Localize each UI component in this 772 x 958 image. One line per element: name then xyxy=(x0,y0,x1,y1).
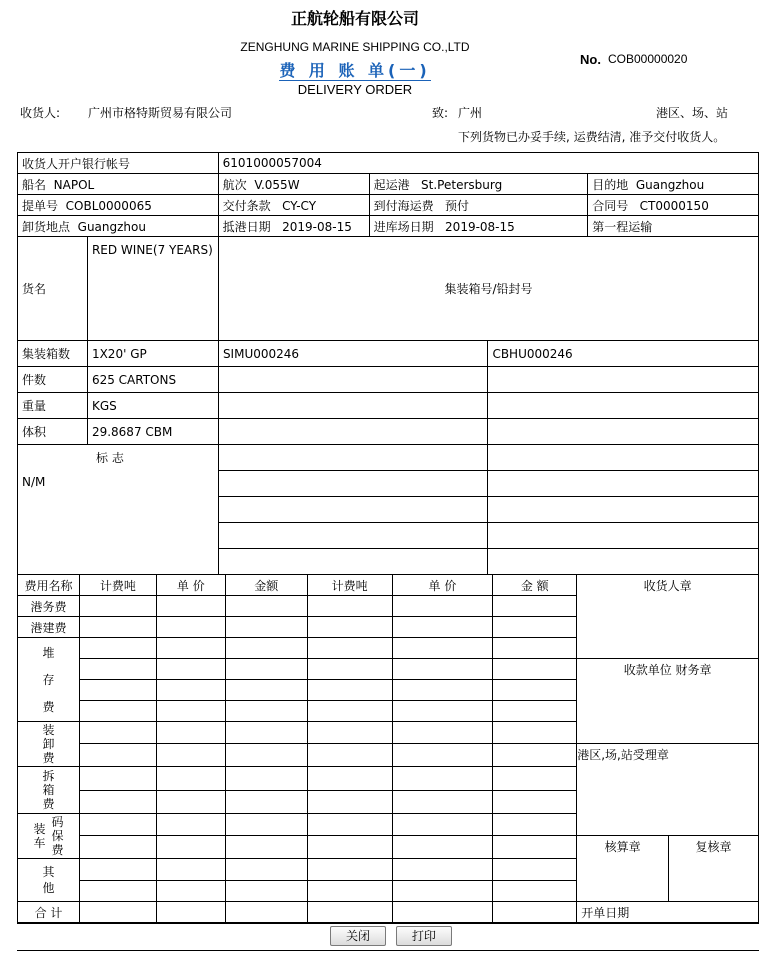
fee-header-name: 费用名称 xyxy=(18,575,80,596)
fee-cell xyxy=(493,836,577,859)
vessel-label: 船名 xyxy=(22,177,47,192)
fee-cell xyxy=(156,880,225,902)
number-value: COB00000020 xyxy=(608,52,688,66)
fee-cell xyxy=(79,790,156,814)
goods-label: 货名 xyxy=(18,237,88,341)
fee-cell xyxy=(307,902,392,923)
voyage-label: 航次 xyxy=(222,177,247,192)
fee-cell xyxy=(392,638,493,659)
consignee-seal: 收货人章 xyxy=(577,575,759,659)
empty-cell xyxy=(218,393,488,419)
fee-cell xyxy=(79,680,156,701)
loading-left-char-2: 车 xyxy=(33,836,46,850)
fee-cell xyxy=(307,767,392,791)
fee-cell xyxy=(79,880,156,902)
fee-cell xyxy=(225,859,307,881)
fee-cell xyxy=(156,744,225,767)
fee-cell xyxy=(307,722,392,744)
fee-header-amount-1: 金额 xyxy=(225,575,307,596)
port-seal: 港区,场,站受理章 xyxy=(577,744,759,836)
bl-cell xyxy=(18,195,219,216)
loading-left-char-1: 装 xyxy=(33,822,46,836)
to-label: 致: xyxy=(432,106,449,120)
fee-cell xyxy=(493,859,577,881)
fee-cell xyxy=(156,680,225,701)
fee-cell xyxy=(307,880,392,902)
arrival-value: 2019-08-15 xyxy=(282,219,352,234)
pol-cell xyxy=(369,174,588,195)
fee-cell xyxy=(392,767,493,791)
empty-cell xyxy=(218,497,488,523)
fee-cell xyxy=(156,902,225,923)
fee-cell xyxy=(156,596,225,617)
fee-cell xyxy=(79,596,156,617)
fee-cell xyxy=(392,659,493,680)
document-title-text: 费 用 账 单(一) xyxy=(279,61,431,80)
fee-cell xyxy=(493,814,577,836)
storage-fee-label xyxy=(18,638,80,722)
fee-cell xyxy=(307,659,392,680)
arrival-label: 抵港日期 xyxy=(222,219,271,234)
empty-cell xyxy=(488,497,759,523)
other-char-1: 其 xyxy=(42,865,55,879)
fee-cell xyxy=(79,836,156,859)
fee-cell xyxy=(156,617,225,638)
handling-fee-label xyxy=(18,722,80,767)
info-table xyxy=(17,152,759,237)
bank-account-label: 收货人开户银行帐号 xyxy=(18,153,219,174)
fee-cell xyxy=(307,596,392,617)
fee-cell xyxy=(156,659,225,680)
fee-cell xyxy=(225,659,307,680)
fee-cell xyxy=(225,790,307,814)
yard-date-cell xyxy=(369,216,588,237)
devanning-fee-label xyxy=(18,767,80,814)
to-value: 广州 xyxy=(458,106,483,120)
handling-char-1: 装 xyxy=(42,723,55,737)
print-button[interactable]: 打印 xyxy=(396,926,452,946)
fee-header-amount-2: 金 额 xyxy=(493,575,577,596)
fee-cell xyxy=(156,790,225,814)
first-leg-label: 第一程运输 xyxy=(588,216,759,237)
cargo-table xyxy=(17,236,759,575)
volume-value: 29.8687 CBM xyxy=(87,419,218,445)
fee-cell xyxy=(225,902,307,923)
fee-cell xyxy=(493,880,577,902)
fee-cell xyxy=(225,836,307,859)
volume-label: 体积 xyxy=(18,419,88,445)
fee-cell xyxy=(307,680,392,701)
finance-seal: 收款单位 财务章 xyxy=(577,659,759,744)
fee-cell xyxy=(225,814,307,836)
fee-cell xyxy=(493,638,577,659)
container-seal-label: 集装箱号/铅封号 xyxy=(218,237,758,341)
goods-value: RED WINE(7 YEARS) xyxy=(87,237,218,341)
weight-value: KGS xyxy=(87,393,218,419)
pol-label: 起运港 xyxy=(373,177,410,192)
freight-cell xyxy=(369,195,588,216)
fee-cell xyxy=(493,902,577,923)
empty-cell xyxy=(488,445,759,471)
handling-char-3: 费 xyxy=(42,751,55,765)
fee-cell xyxy=(156,638,225,659)
contract-label: 合同号 xyxy=(592,198,629,213)
construction-fee-label: 港建费 xyxy=(18,617,80,638)
other-fee-label xyxy=(18,859,80,902)
fee-cell xyxy=(392,902,493,923)
release-notice: 下列货物已办妥手续, 运费结清, 准予交付收货人。 xyxy=(458,130,726,144)
fee-cell xyxy=(493,701,577,722)
destination-label: 目的地 xyxy=(592,177,629,192)
fee-cell xyxy=(493,767,577,791)
empty-cell xyxy=(488,549,759,575)
fee-cell xyxy=(493,659,577,680)
fee-header-price-2: 单 价 xyxy=(392,575,493,596)
pieces-label: 件数 xyxy=(18,367,88,393)
pieces-value: 625 CARTONS xyxy=(87,367,218,393)
fee-cell xyxy=(493,680,577,701)
fee-cell xyxy=(79,859,156,881)
consignee-label: 收货人: xyxy=(20,106,61,120)
fee-cell xyxy=(392,617,493,638)
discharge-cell xyxy=(18,216,219,237)
container-number-1: SIMU000246 xyxy=(218,341,488,367)
fee-cell xyxy=(392,744,493,767)
fee-cell xyxy=(156,814,225,836)
company-name-en: ZENGHUNG MARINE SHIPPING CO.,LTD xyxy=(240,40,470,54)
document-title-en: DELIVERY ORDER xyxy=(297,82,413,97)
fee-cell xyxy=(493,790,577,814)
fee-cell xyxy=(392,814,493,836)
yard-date-value: 2019-08-15 xyxy=(445,219,515,234)
number-label: No. xyxy=(580,52,601,67)
empty-cell xyxy=(218,367,488,393)
fee-cell xyxy=(225,617,307,638)
empty-cell xyxy=(218,523,488,549)
issue-date-label: 开单日期 xyxy=(577,902,759,923)
contract-value: CT0000150 xyxy=(639,198,709,213)
empty-cell xyxy=(488,523,759,549)
container-count-label: 集装箱数 xyxy=(18,341,88,367)
fee-cell xyxy=(156,722,225,744)
empty-cell xyxy=(218,471,488,497)
container-count-value: 1X20' GP xyxy=(87,341,218,367)
discharge-label: 卸货地点 xyxy=(22,219,71,234)
terms-label: 交付条款 xyxy=(222,198,271,213)
fee-table xyxy=(17,574,759,923)
fee-cell xyxy=(493,744,577,767)
loading-right-char-3: 费 xyxy=(51,843,64,857)
fee-cell xyxy=(156,859,225,881)
port-station-label: 港区、场、站 xyxy=(656,106,729,120)
fee-cell xyxy=(225,767,307,791)
fee-header-price-1: 单 价 xyxy=(156,575,225,596)
fee-cell xyxy=(79,638,156,659)
bl-label: 提单号 xyxy=(22,198,59,213)
terms-value: CY-CY xyxy=(282,198,317,213)
fee-cell xyxy=(79,902,156,923)
fee-cell xyxy=(225,722,307,744)
handling-char-2: 卸 xyxy=(42,737,55,751)
container-number-2: CBHU000246 xyxy=(488,341,759,367)
port-fee-label: 港务费 xyxy=(18,596,80,617)
fee-cell xyxy=(307,859,392,881)
weight-label: 重量 xyxy=(18,393,88,419)
contract-cell xyxy=(588,195,759,216)
freight-label: 到付海运费 xyxy=(373,198,434,213)
fee-cell xyxy=(493,596,577,617)
fee-cell xyxy=(225,880,307,902)
storage-char-1: 堆 xyxy=(42,646,55,661)
fee-cell xyxy=(79,722,156,744)
fee-cell xyxy=(225,744,307,767)
freight-value: 预付 xyxy=(445,198,470,213)
fee-cell xyxy=(392,596,493,617)
fee-cell xyxy=(79,701,156,722)
fee-cell xyxy=(307,744,392,767)
fee-cell xyxy=(307,701,392,722)
yard-date-label: 进库场日期 xyxy=(373,219,434,234)
empty-cell xyxy=(488,393,759,419)
fee-cell xyxy=(392,859,493,881)
loading-fee-label xyxy=(18,814,80,859)
recheck-seal: 复核章 xyxy=(669,836,759,902)
audit-seal: 核算章 xyxy=(577,836,669,902)
fee-cell xyxy=(493,722,577,744)
destination-value: Guangzhou xyxy=(635,177,705,192)
loading-right-char-2: 保 xyxy=(51,829,64,843)
fee-header-tons-1: 计费吨 xyxy=(79,575,156,596)
devanning-char-3: 费 xyxy=(42,797,55,811)
voyage-value: V.055W xyxy=(254,177,300,192)
document-title xyxy=(0,58,710,81)
empty-cell xyxy=(218,549,488,575)
fee-cell xyxy=(79,617,156,638)
empty-cell xyxy=(488,419,759,445)
fee-cell xyxy=(79,744,156,767)
voyage-cell xyxy=(218,174,369,195)
fee-cell xyxy=(392,836,493,859)
empty-cell xyxy=(488,471,759,497)
fee-cell xyxy=(307,790,392,814)
fee-cell xyxy=(392,680,493,701)
vessel-value: NAPOL xyxy=(53,177,95,192)
fee-cell xyxy=(225,701,307,722)
arrival-cell xyxy=(218,216,369,237)
fee-cell xyxy=(225,680,307,701)
consignee-value: 广州市格特斯贸易有限公司 xyxy=(88,106,233,120)
empty-cell xyxy=(488,367,759,393)
fee-cell xyxy=(156,767,225,791)
fee-cell xyxy=(392,722,493,744)
devanning-char-1: 拆 xyxy=(42,769,55,783)
fee-cell xyxy=(225,638,307,659)
other-char-2: 他 xyxy=(42,881,55,895)
fee-cell xyxy=(156,701,225,722)
fee-cell xyxy=(392,790,493,814)
marks-label: 标 志 xyxy=(96,451,124,465)
devanning-char-2: 箱 xyxy=(42,783,55,797)
pol-value: St.Petersburg xyxy=(421,177,503,192)
fee-cell xyxy=(225,596,307,617)
storage-char-3: 费 xyxy=(42,699,55,714)
fee-cell xyxy=(79,767,156,791)
button-group xyxy=(330,926,458,946)
empty-cell xyxy=(218,419,488,445)
fee-cell xyxy=(307,617,392,638)
fee-cell xyxy=(307,638,392,659)
fee-header-tons-2: 计费吨 xyxy=(307,575,392,596)
fee-cell xyxy=(392,701,493,722)
marks-value: N/M xyxy=(22,475,46,489)
fee-cell xyxy=(392,880,493,902)
terms-cell xyxy=(218,195,369,216)
close-button[interactable]: 关闭 xyxy=(330,926,386,946)
empty-cell xyxy=(218,445,488,471)
destination-cell xyxy=(588,174,759,195)
bl-value: COBL0000065 xyxy=(65,198,152,213)
total-label: 合 计 xyxy=(18,902,80,923)
storage-char-2: 存 xyxy=(42,672,55,687)
company-name-cn: 正航轮船有限公司 xyxy=(290,9,419,28)
fee-cell xyxy=(79,814,156,836)
discharge-value: Guangzhou xyxy=(77,219,146,234)
loading-right-char-1: 码 xyxy=(51,815,64,829)
bank-account-value: 6101000057004 xyxy=(218,153,758,174)
vessel-cell xyxy=(18,174,219,195)
fee-cell xyxy=(493,617,577,638)
fee-cell xyxy=(307,814,392,836)
marks-cell xyxy=(18,445,219,575)
fee-cell xyxy=(307,836,392,859)
fee-cell xyxy=(156,836,225,859)
fee-cell xyxy=(79,659,156,680)
